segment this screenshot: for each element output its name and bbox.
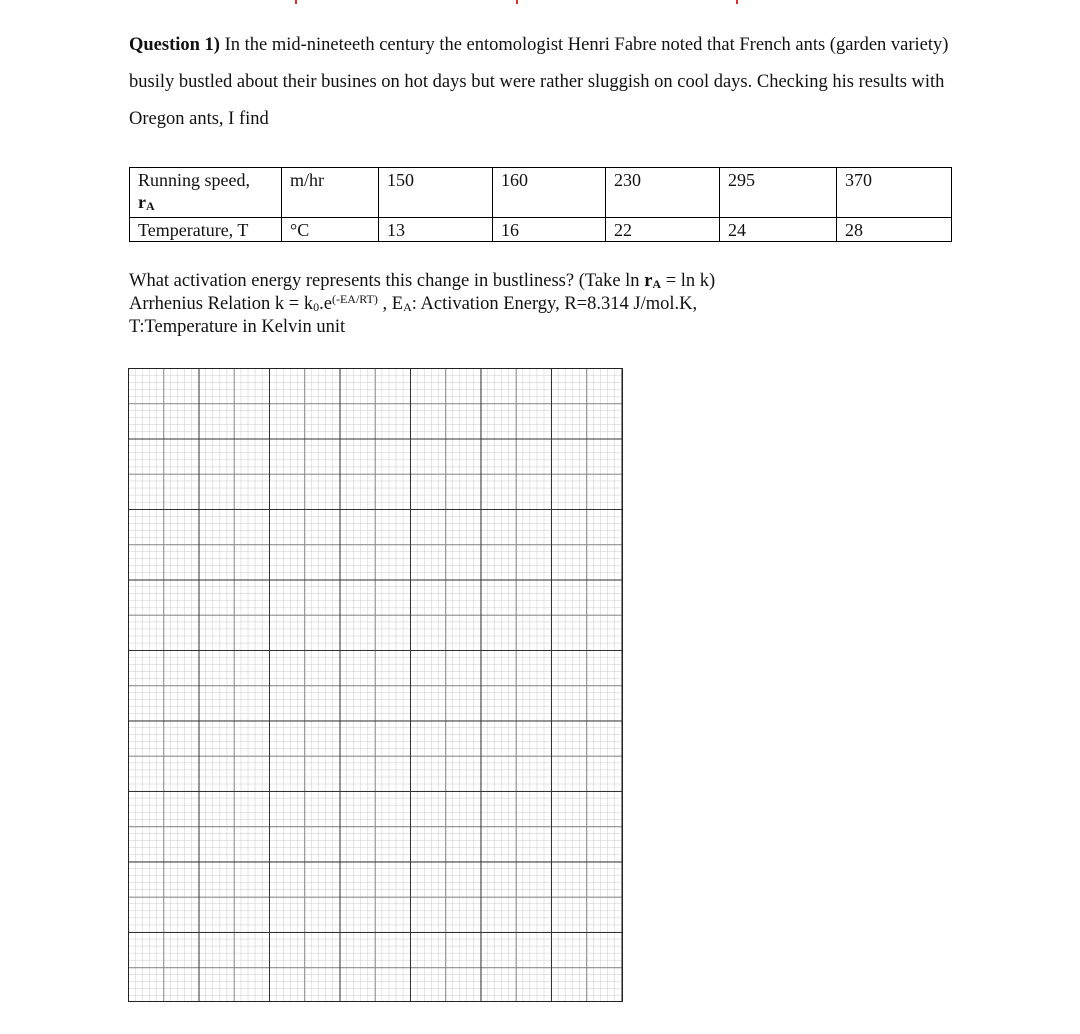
top-red-mark-2	[516, 0, 518, 4]
row-label-speed: Running speed, $r_A$	[130, 168, 282, 218]
table-cell: 22	[606, 218, 720, 242]
unit-temperature: °C	[282, 218, 379, 242]
question-label: Question 1)	[129, 35, 220, 55]
question-text	[129, 27, 959, 138]
table-row-temperature	[130, 218, 952, 242]
table-cell: 230	[606, 168, 720, 218]
row-label-temperature: Temperature, T	[130, 218, 282, 242]
table-cell: 13	[379, 218, 493, 242]
top-red-mark-1	[295, 0, 297, 4]
table-cell: 295	[720, 168, 837, 218]
data-table	[129, 167, 952, 242]
table-cell: 150	[379, 168, 493, 218]
graph-paper[interactable]	[128, 368, 623, 1002]
prompt-block	[129, 270, 959, 339]
table-cell: 28	[837, 218, 952, 242]
unit-speed: m/hr	[282, 168, 379, 218]
table-cell: 24	[720, 218, 837, 242]
ra-symbol: $r_A$	[138, 192, 155, 213]
table-cell: 16	[493, 218, 606, 242]
table-cell: 370	[837, 168, 952, 218]
prompt-line-2: Arrhenius Relation $k = k_0.e^{(-EA/RT)}$ , $E_A$: Activation Energy, R=8.314 J/mol.K,	[129, 292, 698, 314]
table-cell: 160	[493, 168, 606, 218]
table-row-speed	[130, 168, 952, 218]
prompt-line-3: T:Temperature in Kelvin unit	[129, 317, 346, 337]
top-red-mark-3	[736, 0, 738, 4]
question-body: In the mid-nineteeth century the entomologist Henri Fabre noted that French ants (garden variety) busily bustled about their busines on hot days but were rather sluggish on cool days. Checking his results with Oregon ants, I find	[129, 35, 949, 129]
prompt-line-1: What activation energy represents this change in bustliness? (Take $\ln r_A = \ln k$)	[129, 271, 716, 291]
